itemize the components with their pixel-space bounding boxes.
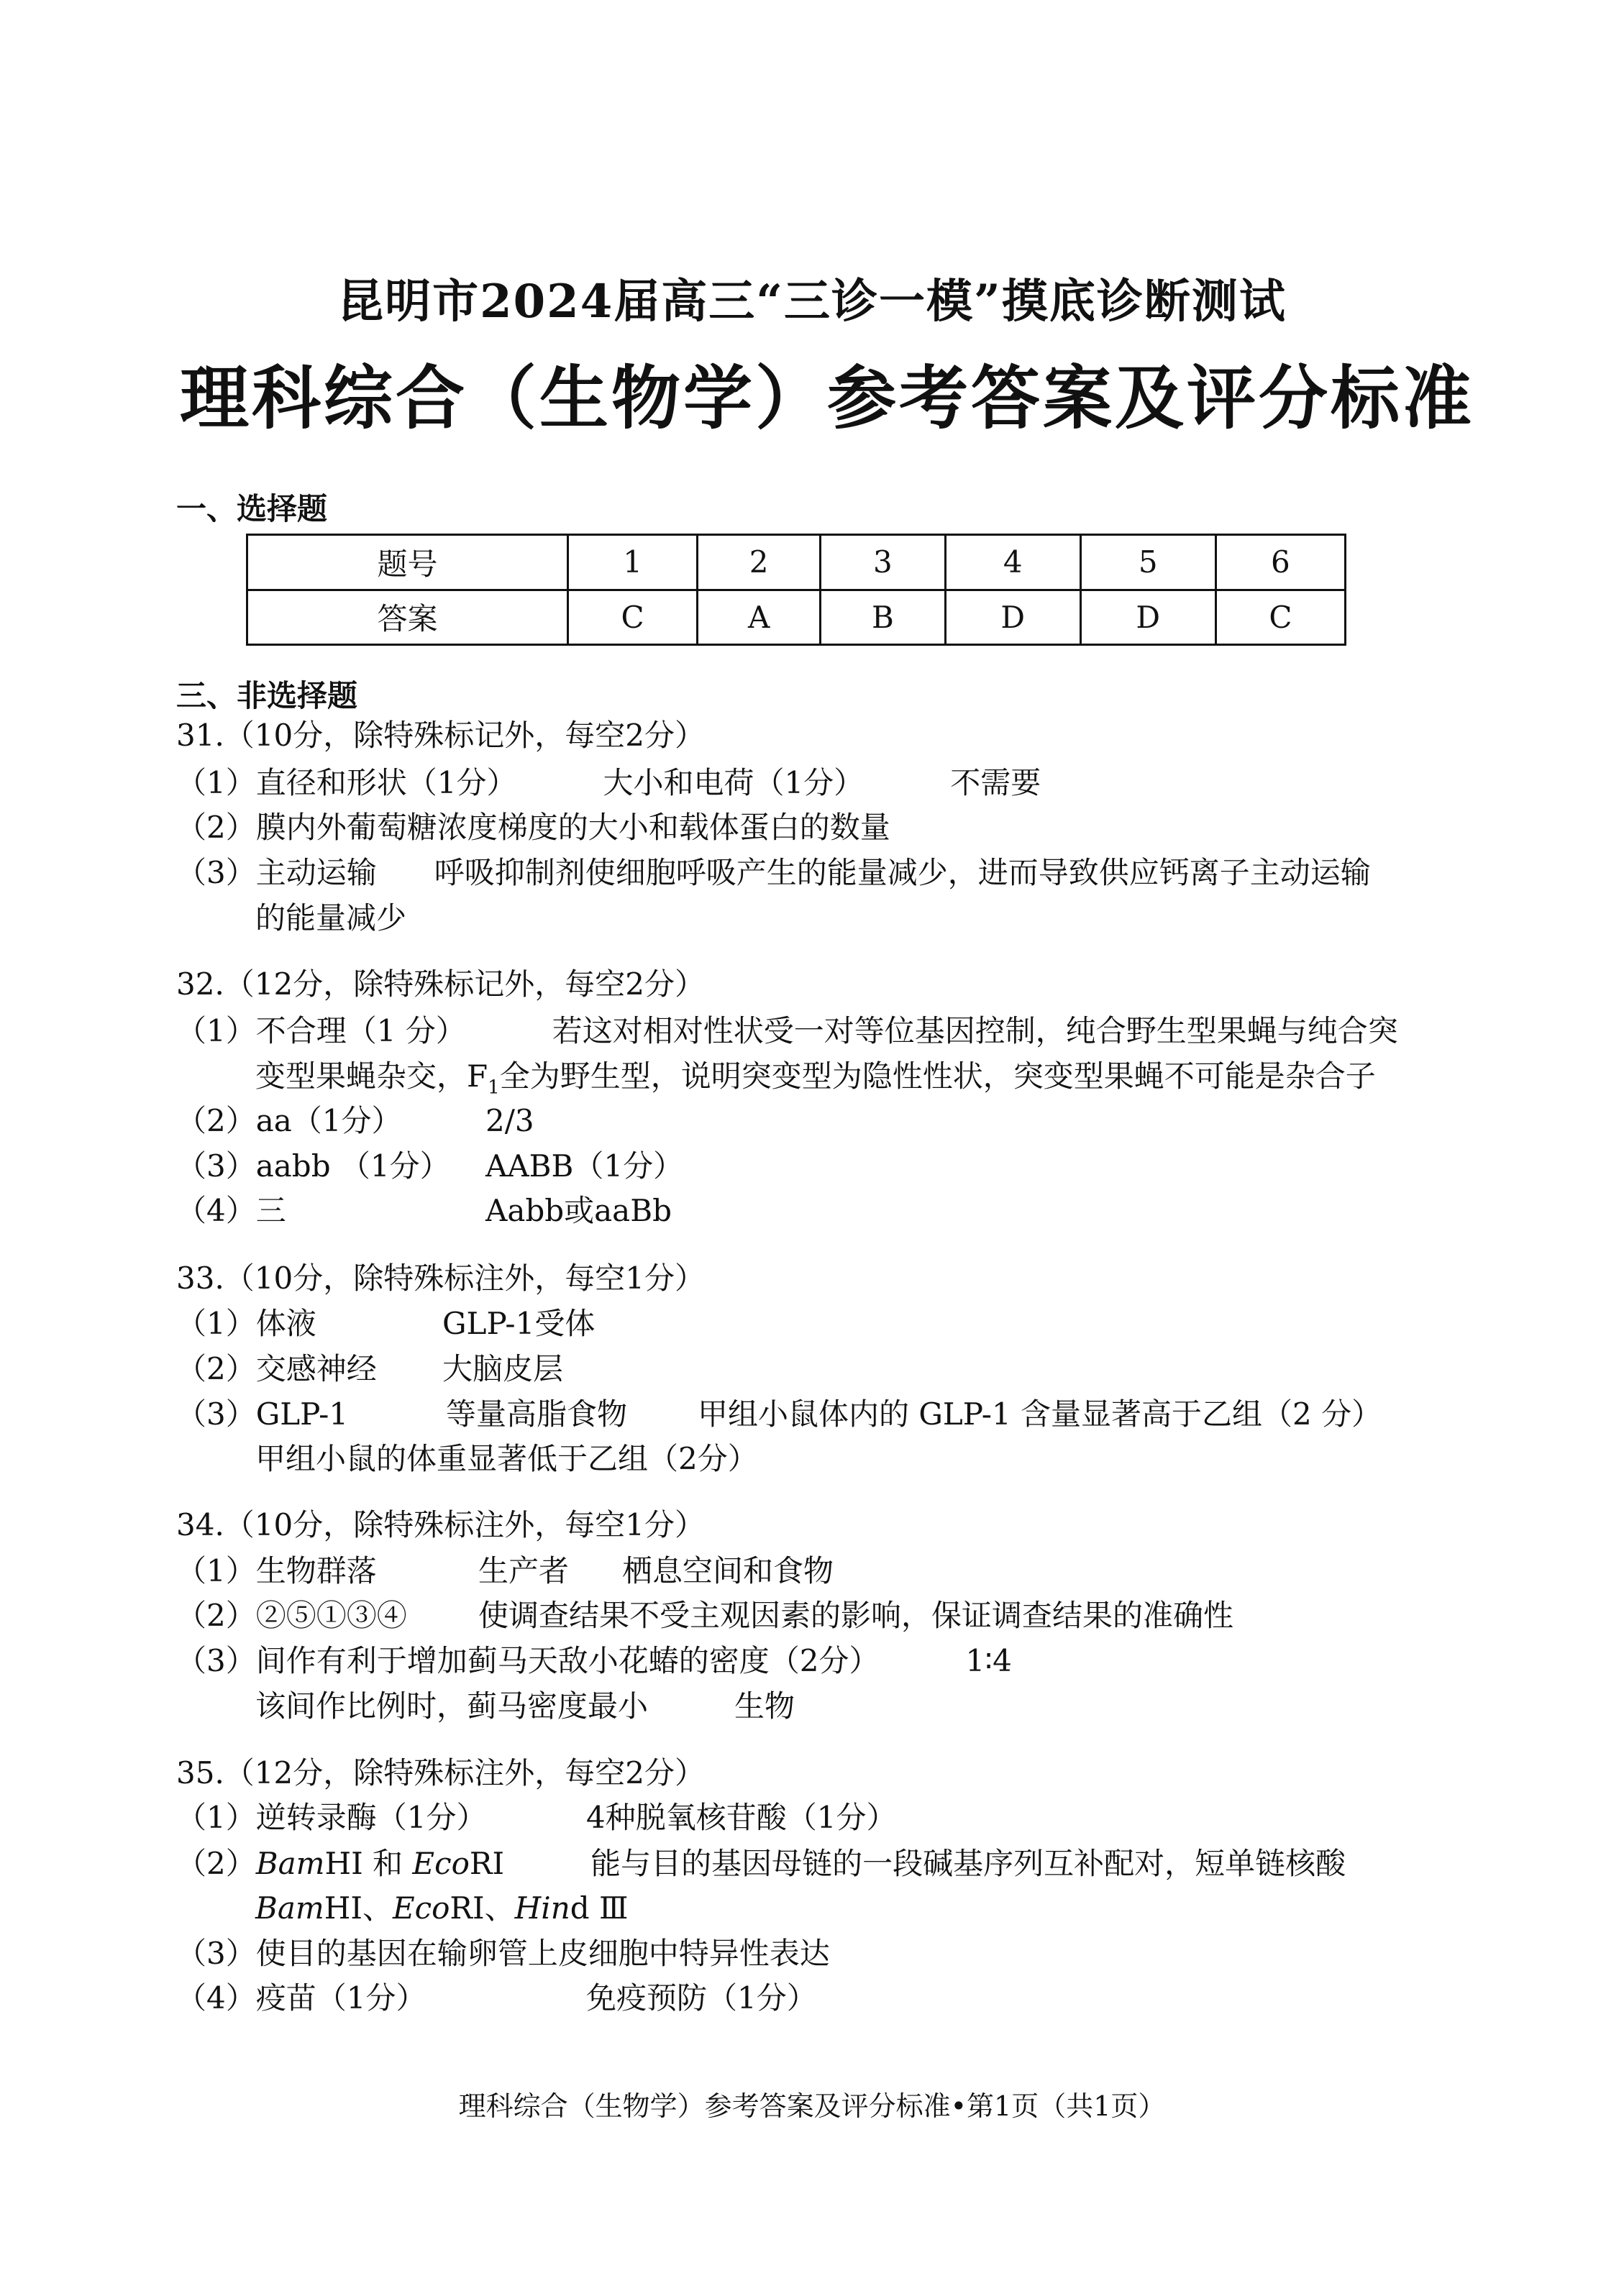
- table-cell: 6: [1215, 535, 1345, 590]
- table-cell: B: [821, 590, 946, 645]
- q34-answer-3: [176, 1643, 1012, 1678]
- q32-answer-1-cont: [255, 1058, 1376, 1099]
- q34-answer-3-cont: [255, 1688, 795, 1724]
- answer-text: 等量高脂食物: [446, 1396, 628, 1432]
- answer-text: 1∶4: [965, 1643, 1012, 1678]
- enzyme-name: Bam: [255, 1890, 324, 1926]
- page-footer: 理科综合（生物学）参考答案及评分标准•第1页（共1页）: [458, 2090, 1166, 2122]
- q32-answer-4: [176, 1193, 672, 1228]
- q31-answer-2: （2）膜内外葡萄糖浓度梯度的大小和载体蛋白的数量: [176, 810, 890, 845]
- table-cell: 4: [945, 535, 1080, 590]
- q32-heading: 32.（12分，除特殊标记外，每空2分）: [176, 966, 705, 1002]
- table-row-numbers: [247, 535, 1346, 590]
- answer-text: HⅠ、: [324, 1890, 393, 1926]
- table-cell: D: [1080, 590, 1215, 645]
- answer-text: （3）GLP-1: [176, 1396, 349, 1432]
- answer-text: 生产者: [478, 1553, 570, 1588]
- answer-text: 不需要: [950, 765, 1041, 800]
- answer-text: AABB（1分）: [485, 1148, 684, 1184]
- q31-answer-3: [176, 855, 1371, 890]
- q34-answer-1: [176, 1553, 834, 1588]
- answer-text: 使调查结果不受主观因素的影响，保证调查结果的准确性: [478, 1598, 1234, 1633]
- table-cell: 3: [821, 535, 946, 590]
- answer-text: 大脑皮层: [442, 1351, 564, 1386]
- section-nonchoice-heading: 三、非选择题: [176, 678, 358, 713]
- q35-answer-2: [176, 1846, 1346, 1881]
- table-header-cell: 题号: [247, 535, 568, 590]
- answer-text: （2）aa（1分）: [176, 1103, 402, 1138]
- choice-answer-table: [246, 534, 1346, 646]
- q33-answer-3-cont: 甲组小鼠的体重显著低于乙组（2分）: [255, 1441, 758, 1476]
- answer-text: （1）生物群落: [176, 1553, 377, 1588]
- answer-text: 该间作比例时，蓟马密度最小: [255, 1688, 649, 1724]
- table-cell: C: [1215, 590, 1345, 645]
- answer-text: RⅠ、: [450, 1890, 515, 1926]
- table-header-cell: 答案: [247, 590, 568, 645]
- q33-answer-3: [176, 1396, 1382, 1432]
- q31-answer-3-cont: 的能量减少: [255, 900, 407, 936]
- enzyme-name: Bam: [255, 1846, 325, 1881]
- q31-answer-1: [176, 765, 1041, 800]
- answer-text: 变型果蝇杂交，F: [255, 1058, 488, 1094]
- answer-text: （1）直径和形状（1分）: [176, 765, 517, 800]
- subscript: 1: [488, 1076, 500, 1099]
- q35-answer-3: （3）使目的基因在输卵管上皮细胞中特异性表达: [176, 1936, 830, 1971]
- answer-text: 2/3: [485, 1103, 534, 1138]
- table-cell: C: [568, 590, 698, 645]
- answer-text: 和: [373, 1846, 403, 1881]
- q32-answer-3: [176, 1148, 684, 1184]
- enzyme-name: Hin: [514, 1890, 570, 1926]
- q34-heading: 34.（10分，除特殊标注外，每空1分）: [176, 1507, 705, 1542]
- answer-text: d Ⅲ: [570, 1890, 629, 1926]
- q34-answer-2: [176, 1598, 1234, 1633]
- answer-text: 大小和电荷（1分）: [603, 765, 865, 800]
- q35-answer-1: [176, 1800, 897, 1835]
- q33-answer-2: [176, 1351, 564, 1386]
- q31-heading: 31.（10分，除特殊标记外，每空2分）: [176, 718, 705, 753]
- answer-text: （1）逆转录酶（1分）: [176, 1800, 487, 1835]
- q33-answer-1: [176, 1306, 596, 1341]
- table-row-answers: [247, 590, 1346, 645]
- table-cell: 2: [698, 535, 821, 590]
- enzyme-name: Eco: [412, 1846, 470, 1881]
- answer-text: 栖息空间和食物: [622, 1553, 834, 1588]
- answer-text: Aabb或aaBb: [485, 1193, 672, 1228]
- answer-text: （2）交感神经: [176, 1351, 377, 1386]
- answer-text: （3）间作有利于增加蓟马天敌小花蝽的密度（2分）: [176, 1643, 880, 1678]
- q32-answer-1: [176, 1013, 1398, 1048]
- answer-text: （3）主动运输: [176, 855, 377, 890]
- table-cell: 1: [568, 535, 698, 590]
- table-cell: A: [698, 590, 821, 645]
- answer-text: 生物: [734, 1688, 795, 1724]
- q35-answer-2-cont: [255, 1890, 629, 1926]
- answer-text: （1）体液: [176, 1306, 316, 1341]
- answer-text: （2）②⑤①③④: [176, 1598, 407, 1633]
- enzyme-name: Eco: [392, 1890, 450, 1926]
- answer-text: 全为野生型，说明突变型为隐性性状，突变型果蝇不可能是杂合子: [499, 1058, 1376, 1094]
- exam-title: 昆明市2024届高三“三诊一模”摸底诊断测试: [337, 275, 1287, 329]
- q35-answer-4: [176, 1980, 817, 2016]
- q35-heading: 35.（12分，除特殊标注外，每空2分）: [176, 1755, 705, 1790]
- answer-text: 呼吸抑制剂使细胞呼吸产生的能量减少，进而导致供应钙离子主动运输: [434, 855, 1371, 890]
- answer-text: RⅠ: [469, 1846, 505, 1881]
- document-subtitle: 理科综合（生物学）参考答案及评分标准: [180, 358, 1474, 439]
- answer-text: 若这对相对性状受一对等位基因控制，纯合野生型果蝇与纯合突: [552, 1013, 1398, 1048]
- answer-text: 甲组小鼠体内的 GLP-1 含量显著高于乙组（2 分）: [698, 1396, 1382, 1432]
- section-choice-heading: 一、选择题: [176, 491, 328, 526]
- answer-text: GLP-1受体: [442, 1306, 596, 1341]
- answer-text: 4种脱氧核苷酸（1分）: [586, 1800, 897, 1835]
- answer-text: （3）aabb （1分）: [176, 1148, 450, 1184]
- answer-text: 能与目的基因母链的一段碱基序列互补配对，短单链核酸: [590, 1846, 1346, 1881]
- table-cell: D: [945, 590, 1080, 645]
- answer-text: 免疫预防（1分）: [586, 1980, 817, 2016]
- q32-answer-2: [176, 1103, 534, 1138]
- answer-text: （4）三: [176, 1193, 286, 1228]
- answer-text: HⅠ: [324, 1846, 363, 1881]
- q33-heading: 33.（10分，除特殊标注外，每空1分）: [176, 1261, 705, 1296]
- table-cell: 5: [1080, 535, 1215, 590]
- answer-text: （4）疫苗（1分）: [176, 1980, 426, 2016]
- answer-text: （1）不合理（1 分）: [176, 1013, 466, 1048]
- answer-text: （2）: [176, 1846, 256, 1881]
